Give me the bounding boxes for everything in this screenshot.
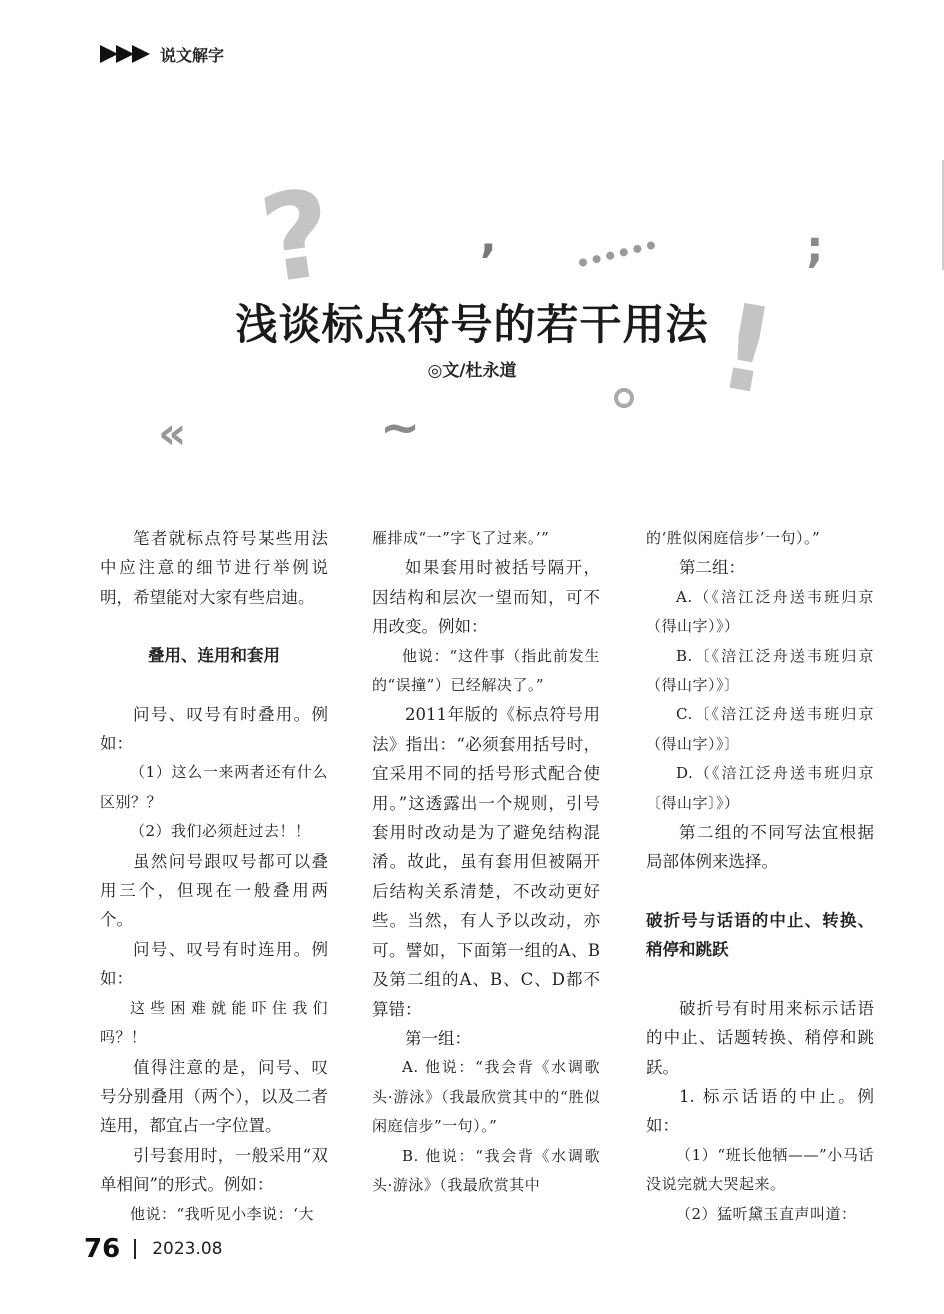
exclamation-decoration-icon: ! (708, 276, 786, 422)
example: （1）这么一来两者还有什么区别？？ (100, 763, 328, 811)
question-mark-decoration-icon: ? (252, 163, 341, 312)
semicolon-decoration-icon: ; (806, 222, 824, 273)
paragraph: 如果套用时被括号隔开，因结构和层次一望而知，可不用改变。例如： (372, 558, 600, 637)
paragraph: 破折号有时用来标示话语的中止、话题转换、稍停和跳跃。 (646, 998, 874, 1077)
example: 这些困难就能吓住我们吗？！ (100, 998, 328, 1047)
footer-divider (134, 1239, 136, 1259)
example: D.（《涪江泛舟送韦班归京〔得山字〕》） (646, 764, 874, 812)
ellipsis-dots-decoration-icon (578, 241, 656, 268)
example: （1）“班长他牺——”小马话没说完就大哭起来。 (646, 1145, 874, 1194)
text-column-2 (372, 524, 600, 1200)
paragraph: 笔者就标点符号某些用法中应注意的细节进行举例说明，希望能对大家有些启迪。 (100, 529, 328, 607)
example: A. 他说：“我会背《水调歌头·游泳》（我最欣赏其中的“胜似闲庭信步”一句）。” (372, 1058, 600, 1136)
paragraph: 1. 标示话语的中止。例如： (646, 1086, 874, 1136)
paragraph: 引号套用时，一般采用“双单相间”的形式。例如： (100, 1145, 328, 1195)
article-author: ◎文/杜永道 (427, 361, 517, 381)
section-label: 说文解字 (160, 45, 225, 65)
paragraph: 虽然问号跟叹号都可以叠用三个，但现在一般叠用两个。 (100, 851, 328, 930)
example: 他说：“我听见小李说：‘大 (130, 1204, 314, 1223)
example: A.（《涪江泛舟送韦班归京（得山字）》） (646, 587, 874, 636)
guillemet-decoration-icon: « (158, 408, 187, 459)
chevron-arrows-icon (100, 45, 148, 63)
text-column-3 (646, 524, 874, 1229)
page-footer (84, 1234, 223, 1264)
paragraph: 第二组： (679, 558, 745, 578)
paragraph: 问号、叹号有时连用。例如： (100, 939, 328, 989)
subheading: 破折号与话语的中止、转换、稍停和跳跃 (646, 910, 874, 960)
page-number: 76 (84, 1234, 121, 1264)
text-column-1 (100, 524, 328, 1229)
paragraph: 值得注意的是，问号、叹号分别叠用（两个），以及二者连用，都宜占一字位置。 (100, 1057, 328, 1136)
example: （2）我们必须赶过去！！ (130, 822, 311, 841)
example: B. 他说：“我会背《水调歌头·游泳》（我最欣赏其中 (372, 1146, 600, 1194)
example: 的‘胜似闲庭信步’一句）。” (646, 529, 821, 547)
tilde-decoration-icon: ~ (380, 400, 421, 456)
paragraph: 第一组： (405, 1028, 471, 1048)
paragraph: 第二组的不同写法宜根据局部体例来选择。 (646, 823, 874, 872)
example: B.〔《涪江泛舟送韦班归京（得山字）》〕 (646, 646, 874, 695)
example: C.〔《涪江泛舟送韦班归京（得山字）》〕 (646, 705, 874, 753)
example: （2）猛听黛玉直声叫道： (676, 1204, 857, 1223)
section-header (100, 42, 224, 66)
article-title: 浅谈标点符号的若干用法 (235, 300, 709, 349)
example: 雁排成“一”字飞了过来。’” (372, 529, 550, 547)
subheading: 叠用、连用和套用 (148, 646, 280, 666)
comma-decoration-icon: , (480, 212, 497, 263)
issue-date: 2023.08 (152, 1239, 223, 1259)
example: 他说：“这件事（指此前发生的“误撞”）已经解决了。” (372, 646, 600, 695)
period-circle-decoration-icon (614, 388, 634, 408)
paragraph: 问号、叹号有时叠用。例如： (100, 704, 328, 754)
paragraph: 2011年版的《标点符号用法》指出：“必须套用括号时，宜采用不同的括号形式配合使用。”这透露出一个规则，引号套用时改动是为了避免结构混淆。故此，虽有套用但被隔开后结构关系清楚，不改动更好些。当然，有人予以改动，亦可。譬如，下面第一组的A、B及第二组的A、B、C、D都不算错： (372, 705, 600, 1019)
